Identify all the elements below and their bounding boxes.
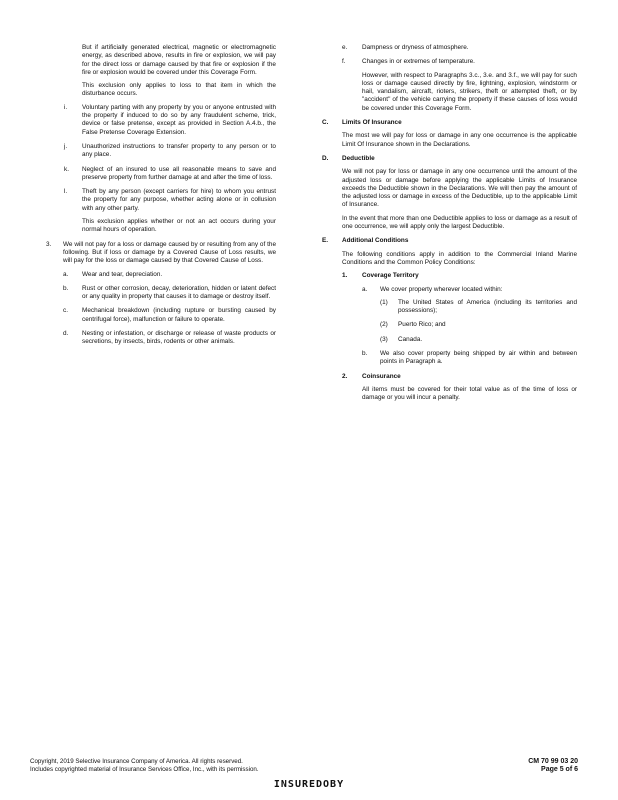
right-column	[322, 44, 577, 409]
item-text: We also cover property being shipped by air within and between points in Paragraph a.	[380, 350, 577, 366]
territory-2	[380, 321, 577, 329]
item-label: 3.	[46, 240, 52, 248]
subitem-c	[63, 307, 276, 324]
exclusion-l	[44, 188, 276, 234]
item-label: k.	[64, 165, 69, 173]
item-label: 2.	[342, 372, 348, 380]
section-d-deductible	[322, 155, 577, 231]
item-label: b.	[63, 284, 69, 292]
item-text: Unauthorized instructions to transfer property to any person or to any place.	[82, 142, 276, 159]
item-label: (3)	[380, 335, 388, 343]
condition-2	[342, 373, 577, 403]
item-label: e.	[342, 44, 348, 51]
section-e-conditions	[322, 237, 577, 402]
page-number: Page 5 of 6	[541, 766, 578, 773]
section-text: The following conditions apply in addition to the Commercial Inland Marine Conditions and the Common Policy Conditions:	[342, 250, 577, 266]
watermark-logo: INSUREDOBY	[273, 779, 345, 790]
condition-1	[342, 272, 577, 366]
condition-1b	[362, 350, 577, 367]
item-label: a.	[362, 285, 368, 293]
territory-3	[380, 336, 577, 344]
item-text: Changes in or extremes of temperature.	[362, 58, 475, 66]
section-label: E.	[322, 237, 329, 245]
section-3	[44, 241, 276, 347]
item-text: Mechanical breakdown (including rupture or bursting caused by centrifugal force), malfunction or failure to operate.	[82, 307, 276, 323]
territory-1	[380, 299, 577, 316]
subitem-f	[322, 58, 577, 113]
section-c-limits	[322, 119, 577, 149]
subitem-e	[322, 44, 577, 52]
item-text: Nesting or infestation, or discharge or release of waste products or secretions, by insects, birds, rodents or other animals.	[82, 330, 276, 346]
paragraph: But if artificially generated electrical, magnetic or electromagnetic energy, as described above, results in fire or explosion, we will pay for the direct loss or damage caused by that fire or explosion if the fire or explosion would be covered under this Coverage Form.	[82, 44, 276, 76]
subitem-a	[63, 271, 276, 279]
item-text: We will not pay for a loss or damage caused by or resulting from any of the following. But if loss or damage by a Covered Cause of Loss results, we will pay for the loss or damage caused by that Covered Cause of Loss.	[63, 240, 276, 265]
item-text: However, with respect to Paragraphs 3.c., 3.e. and 3.f., we will pay for such loss or damage caused directly by fire, lightning, explosion, windstorm or hail, vandalism, aircraft, rioters, strikers, theft or attempted theft, or by "accident" of the vehicle carrying the property if these causes of loss would be covered under this Coverage Form.	[362, 71, 577, 112]
left-column	[44, 44, 276, 353]
copyright-notice	[30, 758, 410, 774]
item-text: Dampness or dryness of atmosphere.	[362, 44, 469, 51]
condition-1a	[362, 286, 577, 344]
item-title: Coinsurance	[362, 372, 401, 380]
form-info	[528, 758, 578, 774]
section-label: C.	[322, 119, 329, 127]
exclusion-j	[44, 143, 276, 160]
item-text: We cover property wherever located within:	[380, 285, 503, 293]
item-text: Rust or other corrosion, decay, deterioration, hidden or latent defect or any quality in property that causes it to damage or destroy itself.	[82, 284, 276, 301]
item-label: c.	[63, 307, 68, 315]
exclusion-k	[44, 166, 276, 183]
section-label: D.	[322, 154, 329, 162]
section-title: Limits Of Insurance	[342, 119, 402, 127]
item-text: Voluntary parting with any property by you or anyone entrusted with the property if induced to do so by any fraudulent scheme, trick, device or false pretense, except as provided in Section A.4.b., the False Pretense Coverage Extension.	[82, 103, 276, 136]
subitem-d	[63, 330, 276, 347]
item-text: This exclusion applies whether or not an act occurs during your normal hours of operation.	[82, 218, 276, 234]
item-text: Theft by any person (except carriers for hire) to whom you entrust the property for any purpose, whether acting alone or in collusion with any other party.	[82, 188, 276, 212]
section-text: The most we will pay for loss or damage in any one occurrence is the applicable Limit Of Insurance shown in the Declarations.	[342, 132, 577, 148]
form-number: CM 70 99 03 20	[528, 758, 578, 765]
item-text: Canada.	[398, 335, 423, 343]
section-title: Additional Conditions	[342, 237, 409, 245]
item-text: The United States of America (including its territories and possessions);	[398, 298, 577, 315]
section-text: We will not pay for loss or damage in any one occurrence until the amount of the adjusted loss or damage before applying the applicable Limits of Insurance exceeds the Deductible shown in the Declarations. We will then pay the amount of the adjusted loss or damage in excess of the Deductible, up to the applicable Limit of Insurance.	[342, 168, 577, 209]
section-title: Deductible	[342, 154, 375, 162]
item-label: d.	[63, 330, 69, 338]
item-text: Wear and tear, depreciation.	[82, 270, 163, 278]
item-label: j.	[64, 142, 68, 150]
item-label: (2)	[380, 321, 388, 329]
item-label: f.	[342, 58, 346, 66]
section-text: In the event that more than one Deductible applies to loss or damage as a result of one occurrence, we will apply only the largest Deductible.	[342, 214, 577, 231]
item-text: All items must be covered for their total value as of the time of loss or damage or you will incur a penalty.	[362, 385, 577, 402]
item-text: Puerto Rico; and	[398, 321, 446, 329]
item-label: 1.	[342, 272, 348, 280]
item-label: a.	[63, 270, 69, 278]
item-title: Coverage Territory	[362, 272, 419, 280]
exclusion-i	[44, 104, 276, 137]
copyright-line: Copyright, 2019 Selective Insurance Company of America. All rights reserved.	[30, 758, 243, 765]
item-label: l.	[64, 188, 68, 196]
subitem-b	[63, 285, 276, 302]
item-label: b.	[362, 350, 368, 358]
item-label: (1)	[380, 298, 388, 306]
exclusion-h-continued	[44, 44, 276, 99]
item-label: i.	[64, 103, 68, 111]
item-text: Neglect of an insured to use all reasonable means to save and preserve property from further damage at and after the time of loss.	[82, 165, 276, 181]
copyright-line: Includes copyrighted material of Insurance Services Office, Inc., with its permission.	[30, 766, 259, 773]
paragraph: This exclusion only applies to loss to that item in which the disturbance occurs.	[82, 82, 276, 98]
